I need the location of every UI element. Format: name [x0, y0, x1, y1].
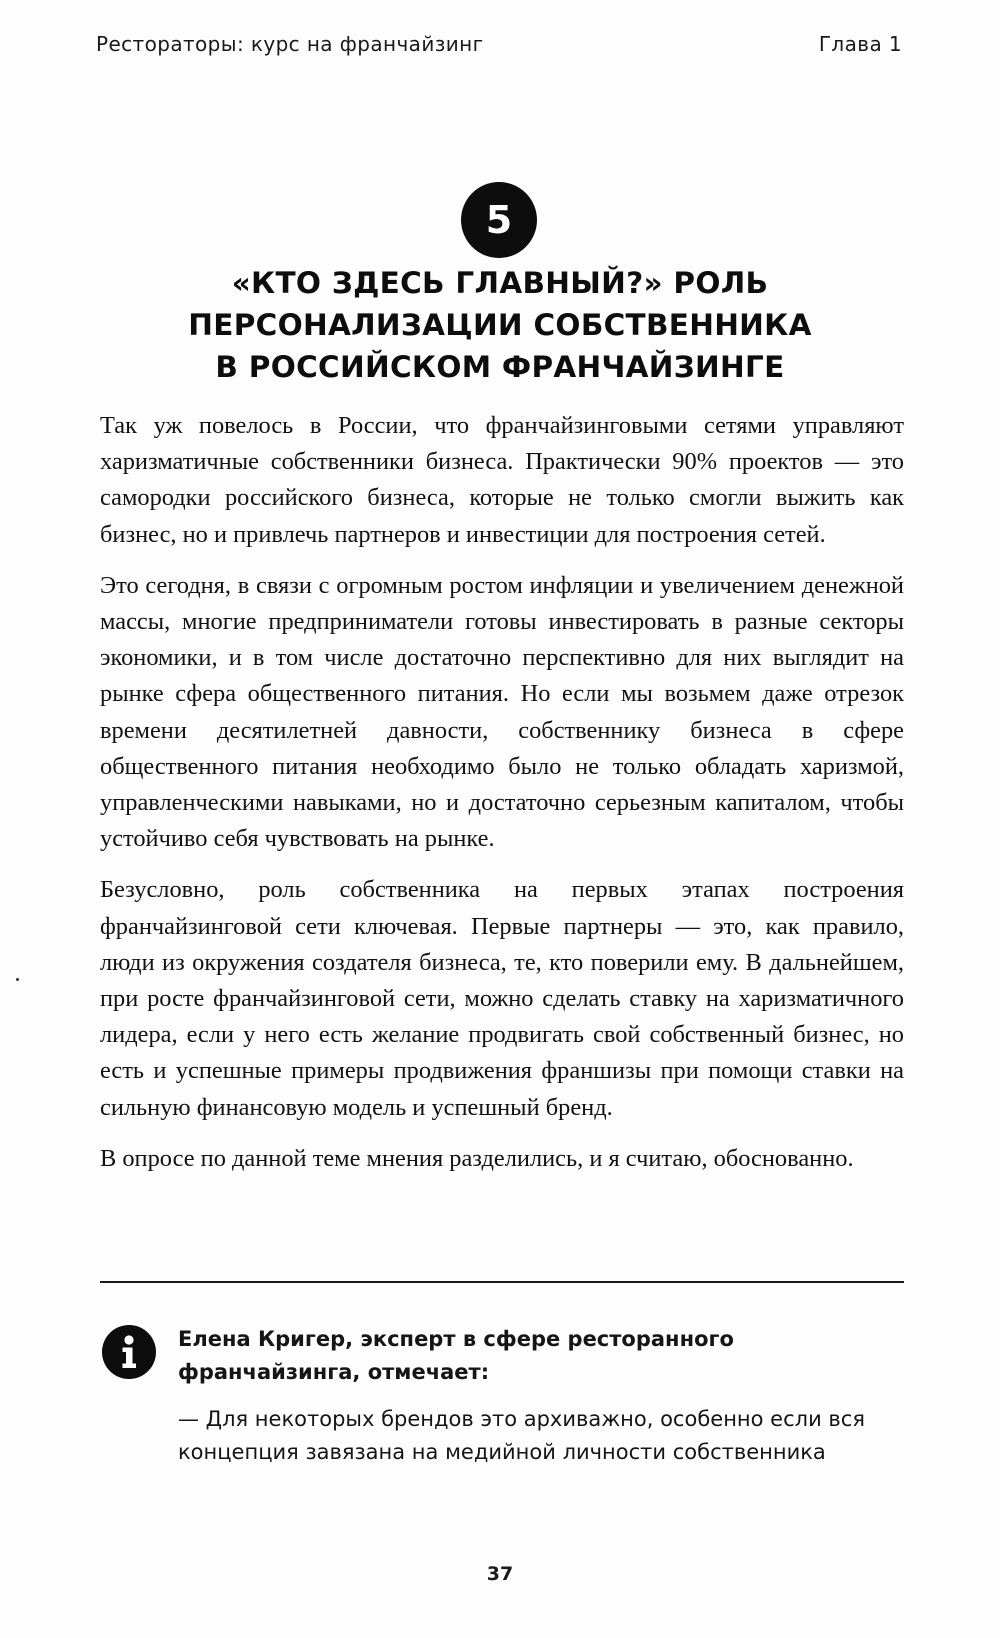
- chapter-number-badge: 5: [461, 182, 537, 258]
- chapter-title: [100, 262, 900, 388]
- expert-note-heading: Елена Кригер, эксперт в сфере ресторанного франчайзинга, отмечает:: [178, 1327, 734, 1384]
- running-head-book-title: Рестораторы: курс на франчайзинг: [96, 32, 484, 56]
- chapter-title-line: В РОССИЙСКОМ ФРАНЧАЙЗИНГЕ: [215, 350, 785, 384]
- info-icon-glyph: [102, 1325, 156, 1379]
- info-icon: [102, 1325, 156, 1379]
- body-paragraph: В опросе по данной теме мнения разделились, и я считаю, обоснованно.: [100, 1144, 854, 1172]
- running-head-chapter: Глава 1: [818, 32, 902, 56]
- body-paragraph: Безусловно, роль собственника на первых этапах построения франчайзинговой сети ключевая. Первые партнеры — это, как правило, люди из окружения создателя бизнеса, те, кто поверили ему. В дальнейшем, при росте франчайзинговой сети, можно сделать ставку на харизматичного лидера, если у него есть желание продвигать свой собственный бизнес, но есть и успешные примеры продвижения франшизы при помощи ставки на сильную финансовую модель и успешный бренд.: [100, 876, 904, 1121]
- chapter-title-line: ПЕРСОНАЛИЗАЦИИ СОБСТВЕННИКА: [188, 308, 812, 342]
- expert-note-quote: — Для некоторых брендов это архиважно, особенно если вся концепция завязана на медийной личности собственника: [178, 1407, 865, 1464]
- chapter-title-line: «КТО ЗДЕСЬ ГЛАВНЫЙ?» РОЛЬ: [231, 266, 769, 300]
- expert-note: [178, 1323, 904, 1469]
- page-number: 37: [486, 1563, 514, 1585]
- body-paragraph: Так уж повелось в России, что франчайзинговыми сетями управляют харизматичные собственники бизнеса. Практически 90% проектов — это самородки российского бизнеса, которые не только смогли выжить как бизнес, но и привлечь партнеров и инвестиции для построения сетей.: [100, 412, 904, 548]
- body-text: [100, 408, 904, 1192]
- body-paragraph: Это сегодня, в связи с огромным ростом инфляции и увеличением денежной массы, многие предприниматели готовы инвестировать в разные секторы экономики, и в том числе достаточно перспективно для них выглядит на рынке сфера общественного питания. Но если мы возьмем даже отрезок времени десятилетней давности, собственнику бизнеса в сфере общественного питания необходимо было не только обладать харизмой, управленческими навыками, но и достаточно серьезным капиталом, чтобы устойчиво себя чувствовать на рынке.: [100, 571, 904, 853]
- section-divider: [100, 1281, 904, 1283]
- scan-speck: [16, 978, 19, 981]
